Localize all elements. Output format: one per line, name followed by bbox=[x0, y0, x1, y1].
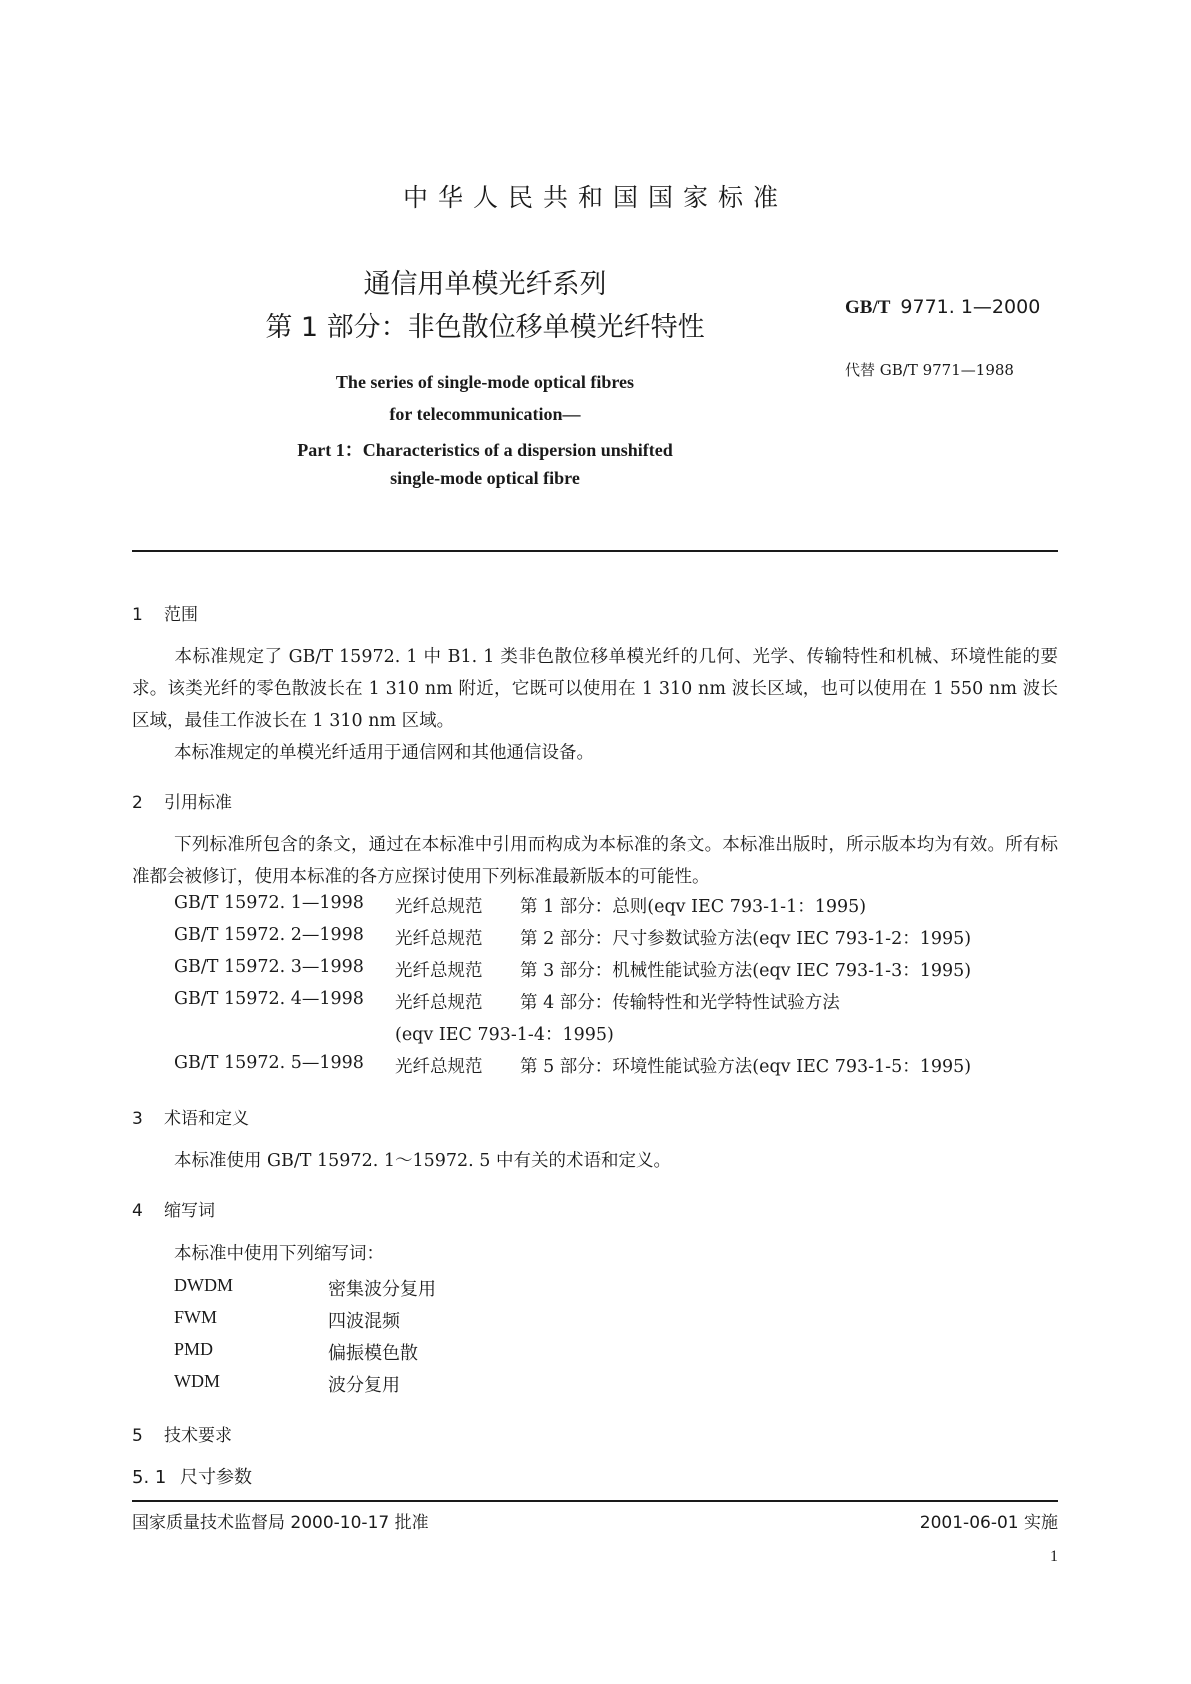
abbreviations-intro: 本标准中使用下列缩写词： bbox=[174, 1244, 384, 1264]
title-cn-line2: 第 1 部分：非色散位移单模光纤特性 bbox=[265, 312, 705, 343]
ref-code: GB/T 15972. 1—1998 bbox=[174, 893, 364, 913]
header-divider bbox=[132, 550, 1058, 552]
title-cn-line1: 通信用单模光纤系列 bbox=[363, 269, 607, 300]
abbr-key: WDM bbox=[174, 1371, 220, 1391]
title-en-line4: single-mode optical fibre bbox=[390, 468, 580, 488]
abbr-key: DWDM bbox=[174, 1275, 233, 1295]
subsection-number: 5. 1 bbox=[132, 1467, 167, 1488]
standard-prefix: GB/T bbox=[845, 297, 891, 318]
section-2-heading bbox=[132, 788, 232, 813]
ref-name: 光纤总规范 bbox=[395, 897, 483, 917]
abbr-key: PMD bbox=[174, 1339, 214, 1359]
abbr-key: FWM bbox=[174, 1307, 218, 1327]
section-title: 引用标准 bbox=[164, 793, 232, 813]
effective-date: 2001-06-01 实施 bbox=[919, 1513, 1058, 1533]
section-title: 技术要求 bbox=[164, 1426, 232, 1446]
section-4-heading bbox=[132, 1196, 215, 1221]
abbr-value: 波分复用 bbox=[328, 1375, 400, 1396]
abbr-value: 四波混频 bbox=[328, 1311, 400, 1332]
section-2-paragraph-1: 下列标准所包含的条文，通过在本标准中引用而构成为本标准的条文。本标准出版时，所示版本均为有效。所有标准都会被修订，使用本标准的各方应探讨使用下列标准最新版本的可能性。 bbox=[132, 835, 1058, 887]
section-number: 3 bbox=[132, 1109, 143, 1129]
title-en-line3: Part 1：Characteristics of a dispersion unshifted bbox=[297, 440, 673, 460]
section-number: 4 bbox=[132, 1201, 143, 1221]
approval-date: 国家质量技术监督局 2000-10-17 批准 bbox=[132, 1513, 429, 1533]
section-number: 5 bbox=[132, 1426, 143, 1446]
ref-part: 第 3 部分：机械性能试验方法(eqv IEC 793-1-3：1995) bbox=[520, 961, 972, 981]
section-number: 1 bbox=[132, 605, 143, 625]
standard-code bbox=[845, 296, 1040, 319]
section-5-heading bbox=[132, 1421, 232, 1446]
ref-name: 光纤总规范 bbox=[395, 961, 483, 981]
section-title: 缩写词 bbox=[164, 1201, 215, 1221]
ref-code: GB/T 15972. 5—1998 bbox=[174, 1053, 364, 1073]
abbr-value: 偏振模色散 bbox=[328, 1343, 418, 1364]
section-number: 2 bbox=[132, 793, 143, 813]
ref-part: 第 2 部分：尺寸参数试验方法(eqv IEC 793-1-2：1995) bbox=[520, 929, 972, 949]
ref-code: GB/T 15972. 3—1998 bbox=[174, 957, 364, 977]
ref-name: 光纤总规范 bbox=[395, 1057, 483, 1077]
section-3-paragraph-1: 本标准使用 GB/T 15972. 1～15972. 5 中有关的术语和定义。 bbox=[174, 1151, 671, 1171]
replaces-standard: 代替 GB/T 9771—1988 bbox=[845, 361, 1014, 379]
section-title: 范围 bbox=[164, 605, 198, 625]
section-1-heading bbox=[132, 600, 198, 625]
title-en-line2: for telecommunication— bbox=[389, 404, 581, 424]
national-standard-heading: 中华人民共和国国家标准 bbox=[402, 183, 788, 212]
abbr-value: 密集波分复用 bbox=[328, 1279, 436, 1300]
ref-part: 第 4 部分：传输特性和光学特性试验方法 bbox=[520, 993, 840, 1013]
footer-divider bbox=[132, 1500, 1058, 1502]
ref-name: 光纤总规范 bbox=[395, 993, 483, 1013]
ref-part: 第 5 部分：环境性能试验方法(eqv IEC 793-1-5：1995) bbox=[520, 1057, 972, 1077]
ref-code: GB/T 15972. 4—1998 bbox=[174, 989, 364, 1009]
page-number: 1 bbox=[1050, 1548, 1058, 1565]
ref-part: 第 1 部分：总则(eqv IEC 793-1-1：1995) bbox=[520, 897, 867, 917]
ref-name: 光纤总规范 bbox=[395, 929, 483, 949]
section-1-paragraph-2: 本标准规定的单模光纤适用于通信网和其他通信设备。 bbox=[174, 743, 594, 763]
ref-part-continuation: (eqv IEC 793-1-4：1995) bbox=[395, 1025, 614, 1045]
standard-number: 9771. 1—2000 bbox=[900, 296, 1041, 318]
section-1-paragraph-1: 本标准规定了 GB/T 15972. 1 中 B1. 1 类非色散位移单模光纤的几何、光学、传输特性和机械、环境性能的要求。该类光纤的零色散波长在 1 310 nm 附近，它既可以使用在 1 310 nm 波长区域，也可以使用在 1 550 nm 波长区域，最佳工作波长在 1 310 nm 区域。 bbox=[132, 647, 1058, 731]
subsection-title: 尺寸参数 bbox=[180, 1467, 252, 1488]
subsection-5-1-heading bbox=[132, 1463, 252, 1489]
section-3-heading bbox=[132, 1104, 249, 1129]
title-en-line1: The series of single-mode optical fibres bbox=[335, 372, 635, 392]
section-title: 术语和定义 bbox=[164, 1109, 249, 1129]
ref-code: GB/T 15972. 2—1998 bbox=[174, 925, 364, 945]
